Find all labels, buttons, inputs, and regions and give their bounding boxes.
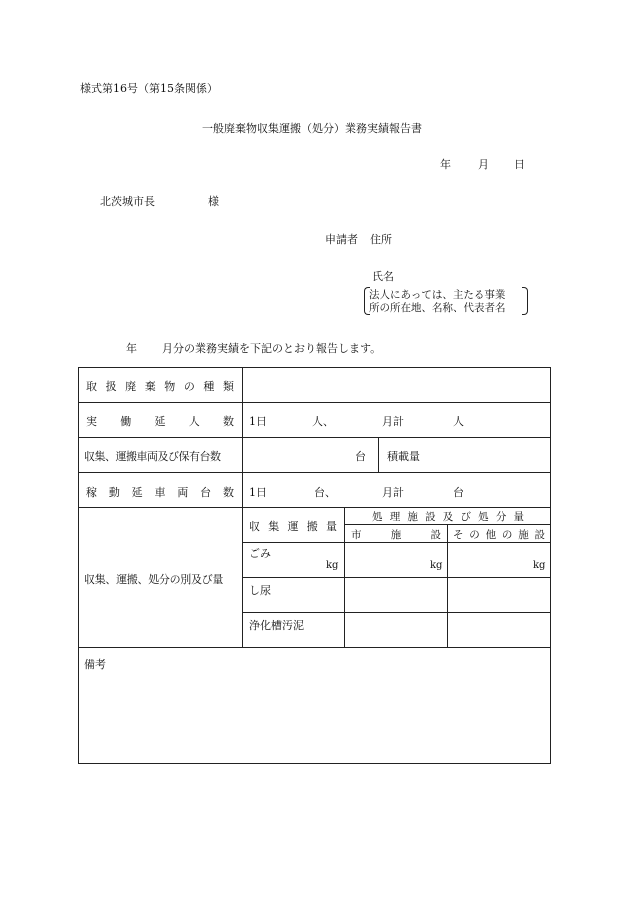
table-line	[78, 402, 551, 403]
table-line	[447, 524, 448, 647]
collection-disposal-label: 収集、運搬、処分の別及び量	[84, 573, 224, 586]
workers-monthly: 月計	[382, 415, 404, 428]
operating-unit: 台、	[314, 486, 336, 499]
table-line	[242, 542, 551, 543]
table-line	[378, 437, 379, 472]
operating-vehicles-label: 稼 動 延 車 両 台 数	[86, 486, 234, 499]
date-month-label: 月	[478, 158, 489, 171]
table-line	[78, 647, 551, 648]
vehicles-label: 収集、運搬車両及び保有台数	[84, 450, 221, 463]
name-label: 氏名	[372, 270, 394, 283]
applicant-label: 申請者	[325, 233, 358, 246]
intro-year: 年	[126, 342, 137, 355]
table-line	[78, 507, 551, 508]
form-number: 様式第16号（第15条関係）	[80, 82, 218, 95]
table-line	[344, 507, 345, 647]
workers-unit: 人、	[312, 415, 334, 428]
night-soil-label: し尿	[249, 584, 271, 597]
workers-label: 実 働 延 人 数	[86, 415, 234, 428]
table-line	[78, 437, 551, 438]
operating-per-day: 1日	[249, 486, 267, 499]
operating-monthly: 月計	[382, 486, 404, 499]
workers-monthly-unit: 人	[453, 415, 464, 428]
addressee-honorific: 様	[208, 195, 219, 208]
garbage-label: ごみ	[249, 547, 271, 560]
table-line	[242, 577, 551, 578]
intro-text: 月分の業務実績を下記のとおり報告します。	[162, 342, 382, 355]
remarks-label: 備考	[84, 658, 106, 671]
table-line	[78, 472, 551, 473]
table-line	[242, 612, 551, 613]
garbage-city-unit: kg	[430, 560, 443, 571]
workers-per-day: 1日	[249, 415, 267, 428]
collection-amount-header: 収 集 運 搬 量	[249, 520, 337, 533]
city-facility-header: 市 施 設	[351, 529, 441, 541]
date-year-label: 年	[440, 158, 451, 171]
operating-monthly-unit: 台	[453, 486, 464, 499]
capacity-label: 積載量	[387, 450, 420, 463]
corporate-note-line1: 法人にあっては、主たる事業	[369, 289, 506, 301]
waste-type-label: 取 扱 廃 棄 物 の 種 類	[86, 380, 234, 393]
date-day-label: 日	[514, 158, 525, 171]
document-title: 一般廃棄物収集運搬（処分）業務実績報告書	[202, 122, 422, 135]
address-label: 住所	[370, 233, 392, 246]
garbage-collect-unit: kg	[326, 560, 339, 571]
disposal-header: 処 理 施 設 及 び 処 分 量	[372, 511, 524, 523]
table-line	[242, 367, 243, 647]
other-facility-header: そ の 他 の 施 設	[453, 529, 545, 541]
corporate-note-line2: 所の所在地、名称、代表者名	[369, 302, 506, 314]
septic-sludge-label: 浄化槽汚泥	[249, 619, 304, 632]
garbage-other-unit: kg	[533, 560, 546, 571]
addressee-name: 北茨城市長	[100, 195, 155, 208]
vehicles-unit: 台	[355, 450, 366, 463]
